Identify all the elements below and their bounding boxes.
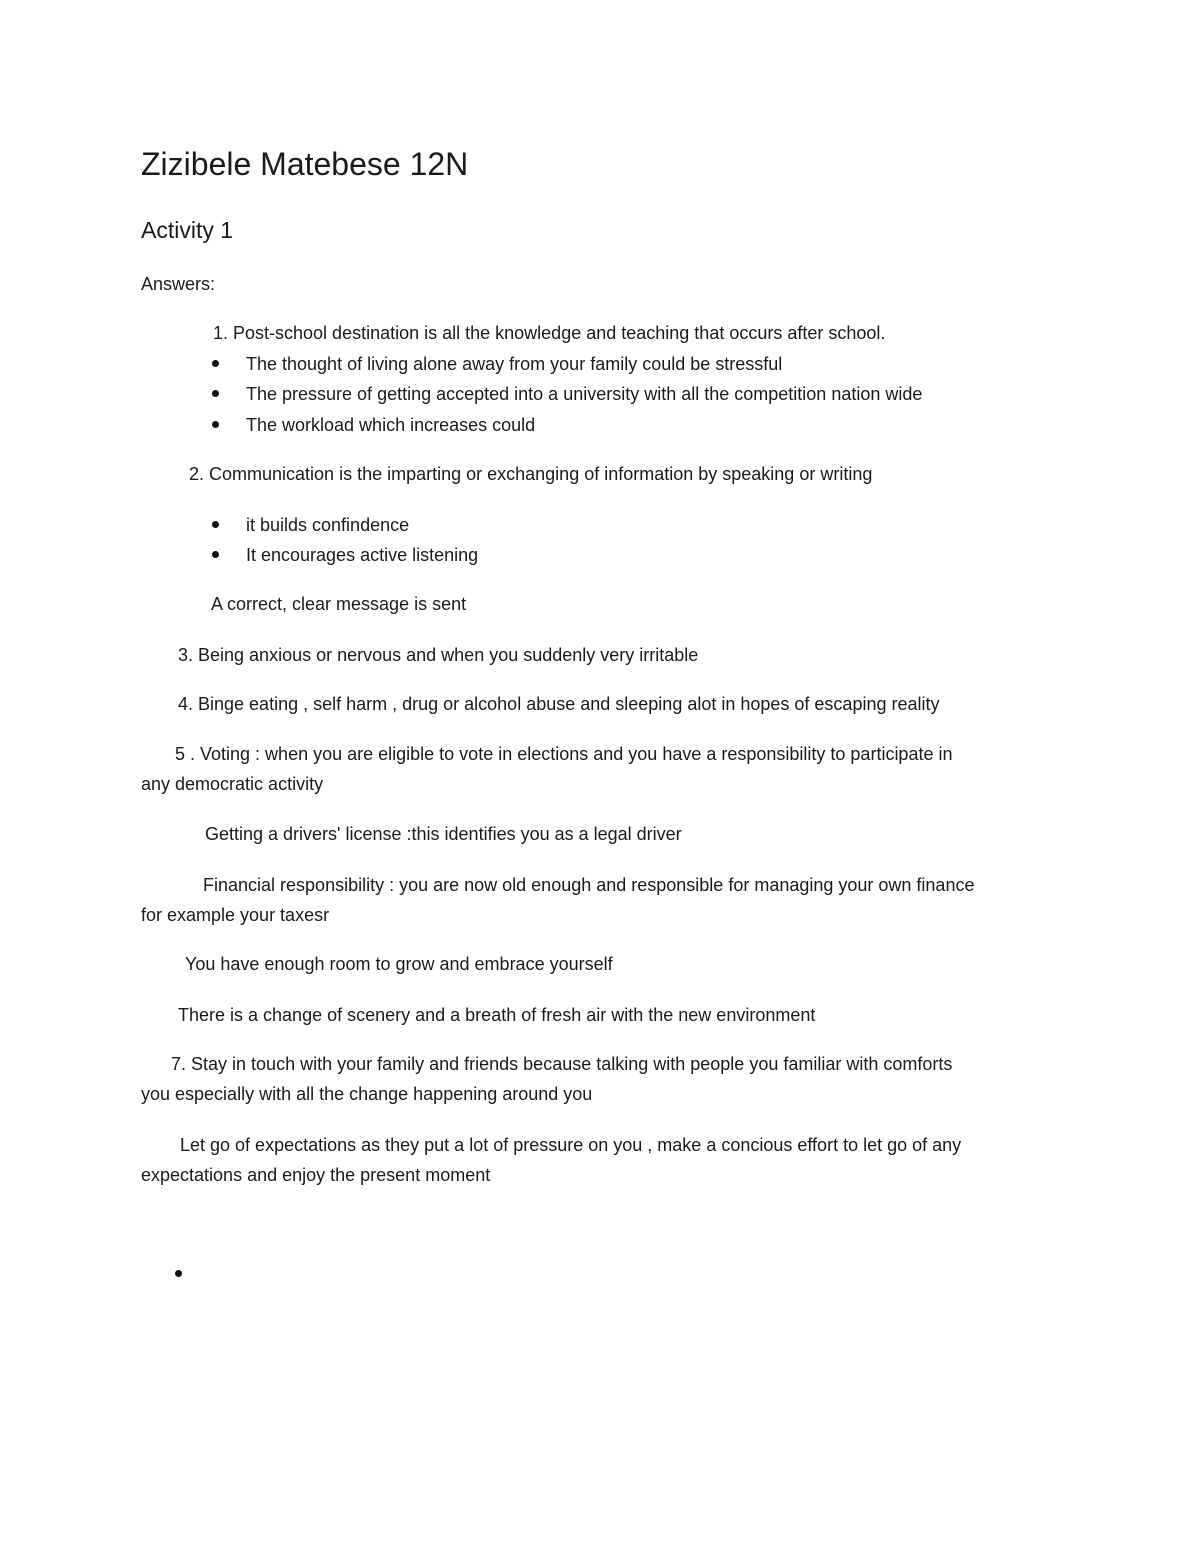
bullet-icon bbox=[212, 360, 219, 367]
bullet-icon bbox=[212, 390, 219, 397]
answer-1-bullet: The workload which increases could bbox=[246, 415, 536, 435]
answer-3: 3. Being anxious or nervous and when you suddenly very irritable bbox=[178, 645, 699, 665]
answer-7-line: 7. Stay in touch with your family and friends because talking with people you familiar with comforts bbox=[171, 1054, 953, 1074]
answer-1-bullet: The thought of living alone away from your family could be stressful bbox=[246, 354, 783, 374]
answer-5-financial: Financial responsibility : you are now old enough and responsible for managing your own finance bbox=[203, 875, 975, 895]
answer-7-line: you especially with all the change happening around you bbox=[141, 1084, 593, 1104]
answer-5-line: any democratic activity bbox=[141, 774, 324, 794]
answer-7-expectations: Let go of expectations as they put a lot of pressure on you , make a concious effort to let go of any bbox=[180, 1135, 962, 1155]
activity-heading: Activity 1 bbox=[141, 217, 234, 243]
bullet-icon bbox=[212, 521, 219, 528]
answer-6-scenery: There is a change of scenery and a breath of fresh air with the new environment bbox=[178, 1005, 816, 1025]
answer-5-line: 5 . Voting : when you are eligible to vote in elections and you have a responsibility to participate in bbox=[175, 744, 953, 764]
answers-label: Answers: bbox=[141, 274, 216, 294]
empty-bullet-icon bbox=[175, 1270, 182, 1277]
answer-1: 1. Post-school destination is all the knowledge and teaching that occurs after school. bbox=[213, 323, 886, 343]
answer-1-bullet: The pressure of getting accepted into a university with all the competition nation wide bbox=[246, 384, 923, 404]
answer-5-license: Getting a drivers' license :this identifies you as a legal driver bbox=[205, 824, 682, 844]
answer-6-growth: You have enough room to grow and embrace yourself bbox=[185, 954, 613, 974]
bullet-icon bbox=[212, 551, 219, 558]
document-title: Zizibele Matebese 12N bbox=[141, 146, 469, 182]
answer-7-expectations: expectations and enjoy the present moment bbox=[141, 1165, 491, 1185]
answer-2-note: A correct, clear message is sent bbox=[211, 594, 467, 614]
answer-2-bullet: it builds confindence bbox=[246, 515, 410, 535]
bullet-icon bbox=[212, 421, 219, 428]
answer-4: 4. Binge eating , self harm , drug or alcohol abuse and sleeping alot in hopes of escaping reality bbox=[178, 694, 940, 714]
answer-2-bullet: It encourages active listening bbox=[246, 545, 479, 565]
answer-5-financial: for example your taxesr bbox=[141, 905, 330, 925]
answer-2: 2. Communication is the imparting or exchanging of information by speaking or writing bbox=[189, 464, 873, 484]
